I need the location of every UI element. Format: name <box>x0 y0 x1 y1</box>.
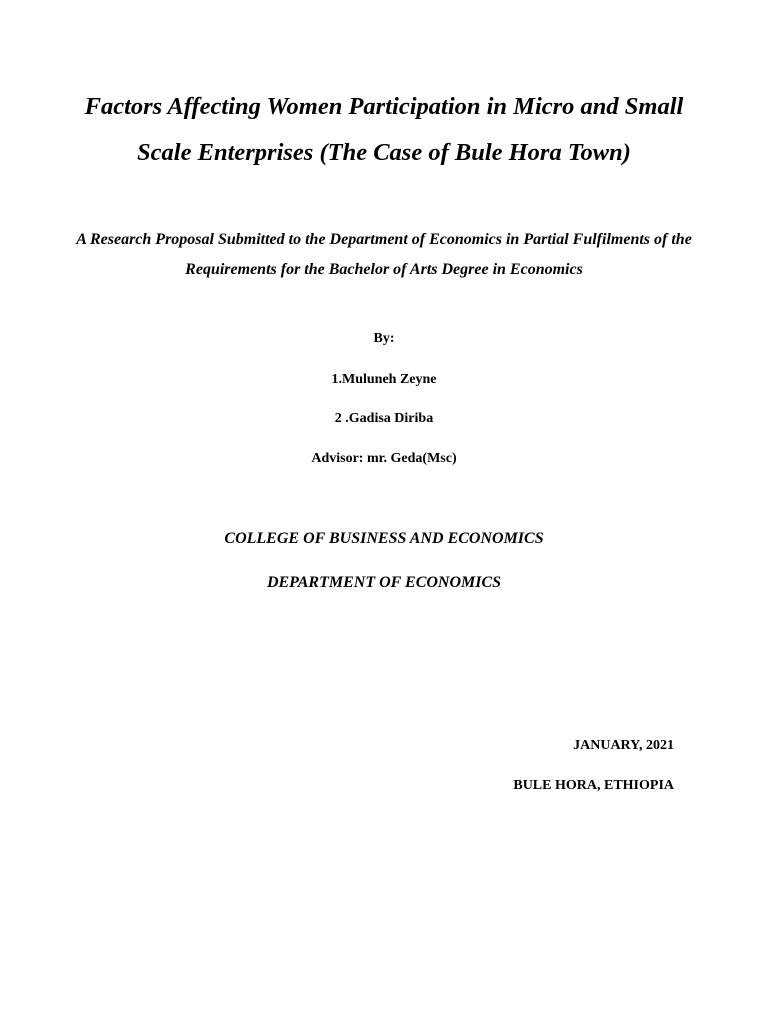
author-2: 2 .Gadisa Diriba <box>334 411 434 426</box>
college-name: COLLEGE OF BUSINESS AND ECONOMICS <box>224 530 544 547</box>
document-title: Factors Affecting Women Participation in Micro and Small Scale Enterprises (The Case of Bule Hora Town) <box>84 93 684 166</box>
by-label: By: <box>373 331 395 346</box>
department-name: DEPARTMENT OF ECONOMICS <box>266 574 502 591</box>
advisor: Advisor: mr. Geda(Msc) <box>311 451 457 466</box>
submission-date: JANUARY, 2021 <box>573 738 674 753</box>
author-1: 1.Muluneh Zeyne <box>331 372 437 387</box>
proposal-statement: A Research Proposal Submitted to the Department of Economics in Partial Fulfilments of the Requirements for the Bachelor of Arts Degree in Economics <box>76 231 692 278</box>
location: BULE HORA, ETHIOPIA <box>513 778 674 793</box>
